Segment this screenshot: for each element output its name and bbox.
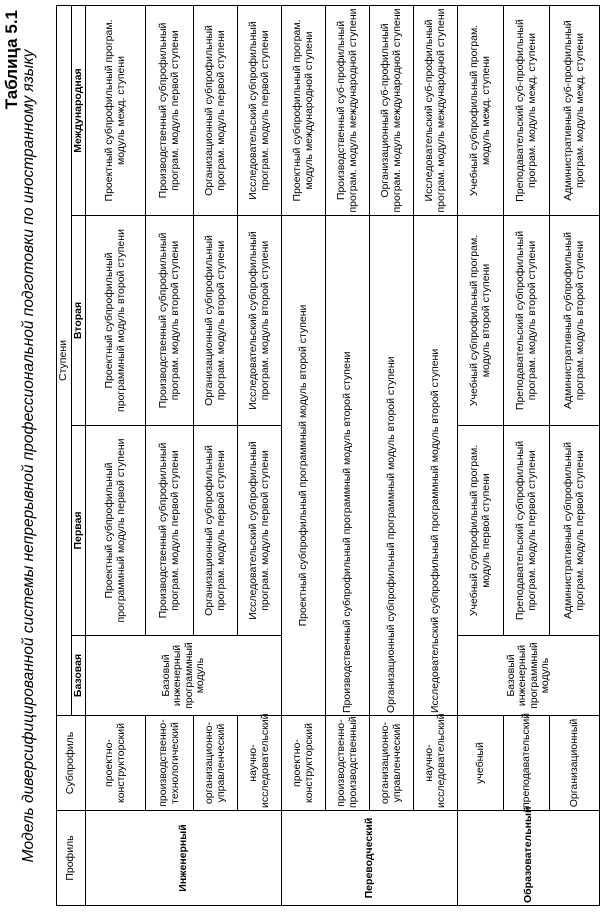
- intl-level-cell: Производственный субпрофильный програм. модуль первой ступени: [146, 5, 194, 215]
- subprofile-cell: организационно-управленческий: [194, 716, 238, 811]
- first-level-cell: Организационный субпрофильный програм. модуль первой ступени: [194, 426, 238, 636]
- header-first: Первая: [71, 426, 86, 636]
- basic-module-engineering: Базовый инженерный программный модуль: [86, 636, 282, 716]
- header-profile: Профиль: [57, 811, 86, 906]
- second-level-cell: Организационный субпрофильный програм. модуль второй ступени: [194, 216, 238, 426]
- intl-level-cell: Административный суб-профильный програм. модуль межд. ступени: [550, 5, 600, 215]
- header-second: Вторая: [71, 216, 86, 426]
- profile-education: Образовательный: [458, 811, 600, 906]
- subprofile-cell: проектно-конструкторский: [282, 716, 326, 811]
- second-level-cell: Производственный субпрофильный програм. модуль второй ступени: [146, 216, 194, 426]
- span-module-cell: Проектный субпрофильный программный модуль второй ступени: [282, 216, 326, 716]
- first-level-cell: Административный субпрофильный програм. модуль первой ступени: [550, 426, 600, 636]
- table-caption: Модель диверсифицированной системы непрерывной профессиональной подготовки по иностранному языку: [20, 49, 37, 863]
- span-module-cell: Организационный субпрофильный программный модуль второй ступени: [370, 216, 414, 716]
- intl-level-cell: Исследовательский суб-профильный програм. модуль международной ступени: [414, 5, 458, 215]
- subprofile-cell: Организационный: [550, 716, 600, 811]
- subprofile-cell: проектно-конструкторский: [86, 716, 146, 811]
- first-level-cell: Преподавательский субпрофильный програм. модуль первой ступени: [504, 426, 550, 636]
- header-international: Международная: [71, 5, 86, 215]
- model-table: [56, 5, 600, 906]
- intl-level-cell: Исследовательский субпрофильный програм. модуль первой ступени: [238, 5, 282, 215]
- basic-module-education: Базовый инженерный программный модуль: [458, 636, 600, 716]
- first-level-cell: Учебный субпрофильный програм. модуль первой ступени: [458, 426, 504, 636]
- first-level-cell: Проектный субпрофильный программный модуль первой ступени: [86, 426, 146, 636]
- second-level-cell: Учебный субпрофильный програм. модуль второй ступени: [458, 216, 504, 426]
- span-module-cell: Исследовательский субпрофильный программный модуль второй ступени: [414, 216, 458, 716]
- second-level-cell: Исследовательский субпрофильный програм. модуль второй ступени: [238, 216, 282, 426]
- intl-level-cell: Проектный субпрофильный програм. модуль межд. ступени: [86, 5, 146, 215]
- intl-level-cell: Организационный суб-профильный програм. модуль международной ступени: [370, 5, 414, 215]
- intl-level-cell: Производственный суб-профильный програм. модуль международной ступени: [326, 5, 370, 215]
- subprofile-cell: учебный: [458, 716, 504, 811]
- profile-translation: Переводческий: [282, 811, 458, 906]
- table-number: Таблица 5.1: [2, 10, 21, 110]
- first-level-cell: Исследовательский субпрофильный програм. модуль первой ступени: [238, 426, 282, 636]
- subprofile-cell: преподавательский: [504, 716, 550, 811]
- profile-engineering: Инженерный: [86, 811, 282, 906]
- subprofile-cell: научно-исследовательский: [414, 716, 458, 811]
- span-module-cell: Производственный субпрофильный программный модуль второй ступени: [326, 216, 370, 716]
- subprofile-cell: организационно-управленческий: [370, 716, 414, 811]
- header-subprofile: Субпрофиль: [57, 716, 86, 811]
- first-level-cell: Производственный субпрофильный програм. модуль первой ступени: [146, 426, 194, 636]
- subprofile-cell: производственно-технологический: [146, 716, 194, 811]
- second-level-cell: Проектный субпрофильный программный модуль второй ступени: [86, 216, 146, 426]
- second-level-cell: Административный субпрофильный програм. модуль второй ступени: [550, 216, 600, 426]
- header-basic: Базовая: [71, 636, 86, 716]
- intl-level-cell: Организационный субпрофильный програм. модуль первой ступени: [194, 5, 238, 215]
- intl-level-cell: Учебный субпрофильный програм. модуль межд. ступени: [458, 5, 504, 215]
- subprofile-cell: производственно-производственный: [326, 716, 370, 811]
- second-level-cell: Преподавательский субпрофильный програм. модуль второй ступени: [504, 216, 550, 426]
- intl-level-cell: Проектный субпрофильный програм. модуль международной ступени: [282, 5, 326, 215]
- header-levels: Ступени: [57, 5, 72, 715]
- intl-level-cell: Преподавательский суб-профильный програм. модуль межд. ступени: [504, 5, 550, 215]
- subprofile-cell: научно-исследовательский: [238, 716, 282, 811]
